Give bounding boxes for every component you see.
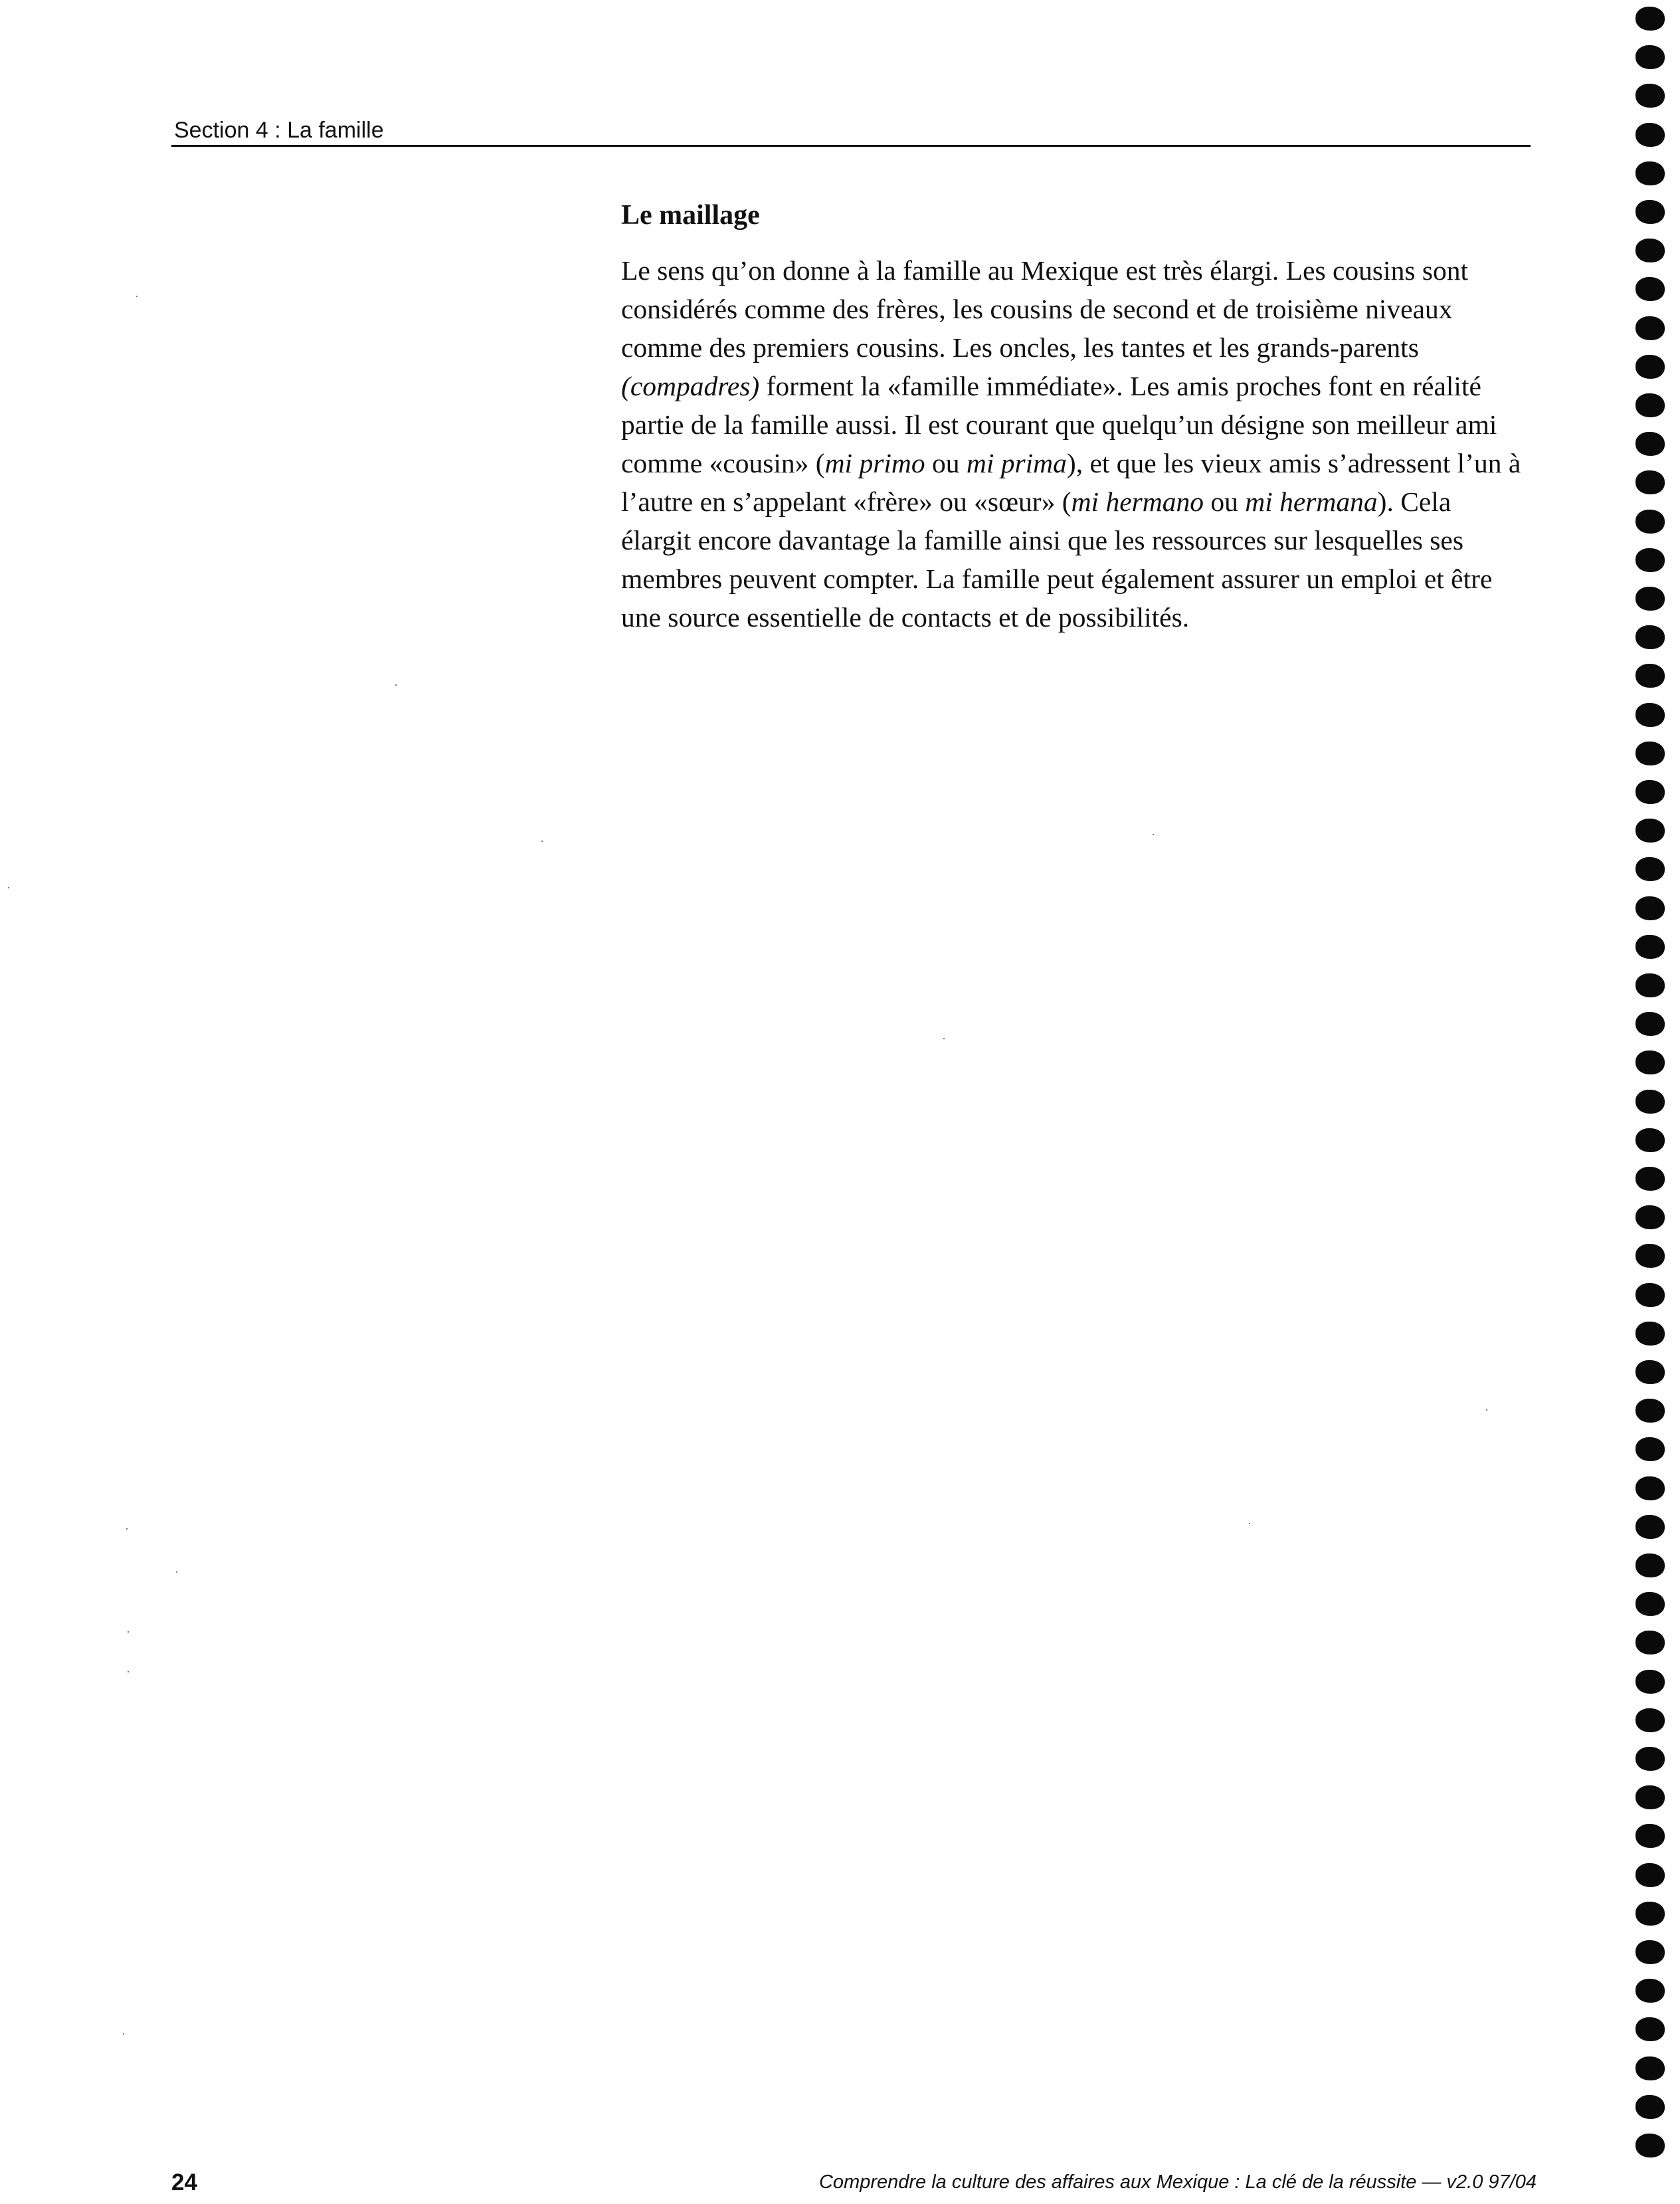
main-content xyxy=(621,199,1525,637)
binding-hole xyxy=(1635,1090,1665,1114)
italic-run: mi hermana xyxy=(1245,486,1378,517)
binding-hole xyxy=(1635,2134,1665,2157)
binding-hole xyxy=(1635,1051,1665,1074)
binding-hole xyxy=(1635,239,1665,262)
text-run: ou xyxy=(1203,486,1246,517)
binding-hole xyxy=(1635,1205,1665,1229)
binding-hole xyxy=(1635,1785,1665,1809)
binding-hole xyxy=(1635,277,1665,301)
scan-speck xyxy=(395,684,397,686)
binding-hole xyxy=(1635,2017,1665,2041)
binding-hole xyxy=(1635,470,1665,494)
binding-hole xyxy=(1635,1940,1665,1964)
scan-speck xyxy=(1486,1409,1487,1411)
binding-hole xyxy=(1635,1708,1665,1732)
scan-speck xyxy=(128,1671,129,1672)
binding-hole xyxy=(1635,742,1665,765)
binding-hole xyxy=(1635,1437,1665,1461)
binding-hole xyxy=(1635,973,1665,997)
binding-hole xyxy=(1635,819,1665,843)
section-heading: Le maillage xyxy=(621,200,760,231)
binding-hole xyxy=(1635,84,1665,108)
binding-hole xyxy=(1635,1012,1665,1036)
binding-hole xyxy=(1635,1128,1665,1152)
scan-speck xyxy=(8,887,9,888)
text-run: Le sens qu’on donne à la famille au Mexique est très élargi. Les cousins sont considérés comme des frères, les cousins de second et de troisième niveaux comme des premiers cousins. Les oncles, les tantes et les grands-parents xyxy=(621,255,1469,363)
binding-hole xyxy=(1635,7,1665,31)
binding-hole xyxy=(1635,1553,1665,1577)
binding-hole xyxy=(1635,587,1665,611)
binding-hole xyxy=(1635,896,1665,920)
binding-hole xyxy=(1635,1399,1665,1423)
text-run: forment la «famille immédiate». Les amis proches font en réalité partie de la famille aussi. Il est courant que quelqu’un désigne son meilleur ami comme «cousin» ( xyxy=(621,371,1497,478)
scan-speck xyxy=(126,1528,128,1530)
binding-hole xyxy=(1635,703,1665,727)
italic-run: mi prima xyxy=(966,448,1067,478)
binding-hole xyxy=(1635,1670,1665,1694)
binding-hole xyxy=(1635,1283,1665,1307)
binding-hole xyxy=(1635,393,1665,417)
binding-hole xyxy=(1635,1863,1665,1887)
binding-hole xyxy=(1635,1515,1665,1539)
text-run: ou xyxy=(925,448,967,478)
binding-hole xyxy=(1635,2056,1665,2080)
scan-speck xyxy=(1249,1523,1250,1524)
spiral-binding xyxy=(1635,7,1666,2199)
binding-hole xyxy=(1635,510,1665,534)
binding-hole xyxy=(1635,664,1665,688)
binding-hole xyxy=(1635,1824,1665,1848)
page-header xyxy=(171,114,1531,147)
binding-hole xyxy=(1635,548,1665,572)
scan-speck xyxy=(136,296,138,297)
scan-speck xyxy=(128,1631,129,1633)
scan-speck xyxy=(1153,834,1154,835)
text-run: ). Cela élargit encore davantage la famille ainsi que les ressources sur lesquelles ses membres peuvent compter. La famille peut également assurer un emploi et être une source essentielle de contacts et de possibilités. xyxy=(621,486,1493,633)
binding-hole xyxy=(1635,1592,1665,1616)
scan-speck xyxy=(176,1571,177,1573)
binding-hole xyxy=(1635,1631,1665,1654)
binding-hole xyxy=(1635,1167,1665,1191)
italic-run: mi hermano xyxy=(1071,486,1204,517)
binding-hole xyxy=(1635,355,1665,379)
binding-hole xyxy=(1635,1979,1665,2003)
binding-hole xyxy=(1635,161,1665,185)
binding-hole xyxy=(1635,200,1665,224)
binding-hole xyxy=(1635,1244,1665,1268)
binding-hole xyxy=(1635,1476,1665,1500)
binding-hole xyxy=(1635,1322,1665,1346)
binding-hole xyxy=(1635,2095,1665,2119)
scan-speck xyxy=(123,2033,124,2035)
text-run: ), et que les vieux amis s’adressent l’un à l’autre en s’appelant «frère» ou «sœur» ( xyxy=(621,448,1521,517)
scan-speck xyxy=(943,1038,945,1039)
binding-hole xyxy=(1635,780,1665,804)
binding-hole xyxy=(1635,625,1665,649)
binding-hole xyxy=(1635,45,1665,69)
binding-hole xyxy=(1635,316,1665,340)
binding-hole xyxy=(1635,1747,1665,1771)
binding-hole xyxy=(1635,432,1665,456)
footer-title: Comprendre la culture des affaires aux Mexique : La clé de la réussite — v2.0 97/04 xyxy=(818,2171,1537,2193)
page-number: 24 xyxy=(171,2169,197,2195)
binding-hole xyxy=(1635,1902,1665,1926)
binding-hole xyxy=(1635,123,1665,147)
italic-run: mi primo xyxy=(824,448,925,478)
section-title: Section 4 : La famille xyxy=(174,118,384,143)
binding-hole xyxy=(1635,857,1665,881)
italic-run: (compadres) xyxy=(621,371,760,401)
body-paragraph xyxy=(621,251,1525,637)
binding-hole xyxy=(1635,935,1665,959)
scan-speck xyxy=(541,841,543,842)
binding-hole xyxy=(1635,1360,1665,1384)
